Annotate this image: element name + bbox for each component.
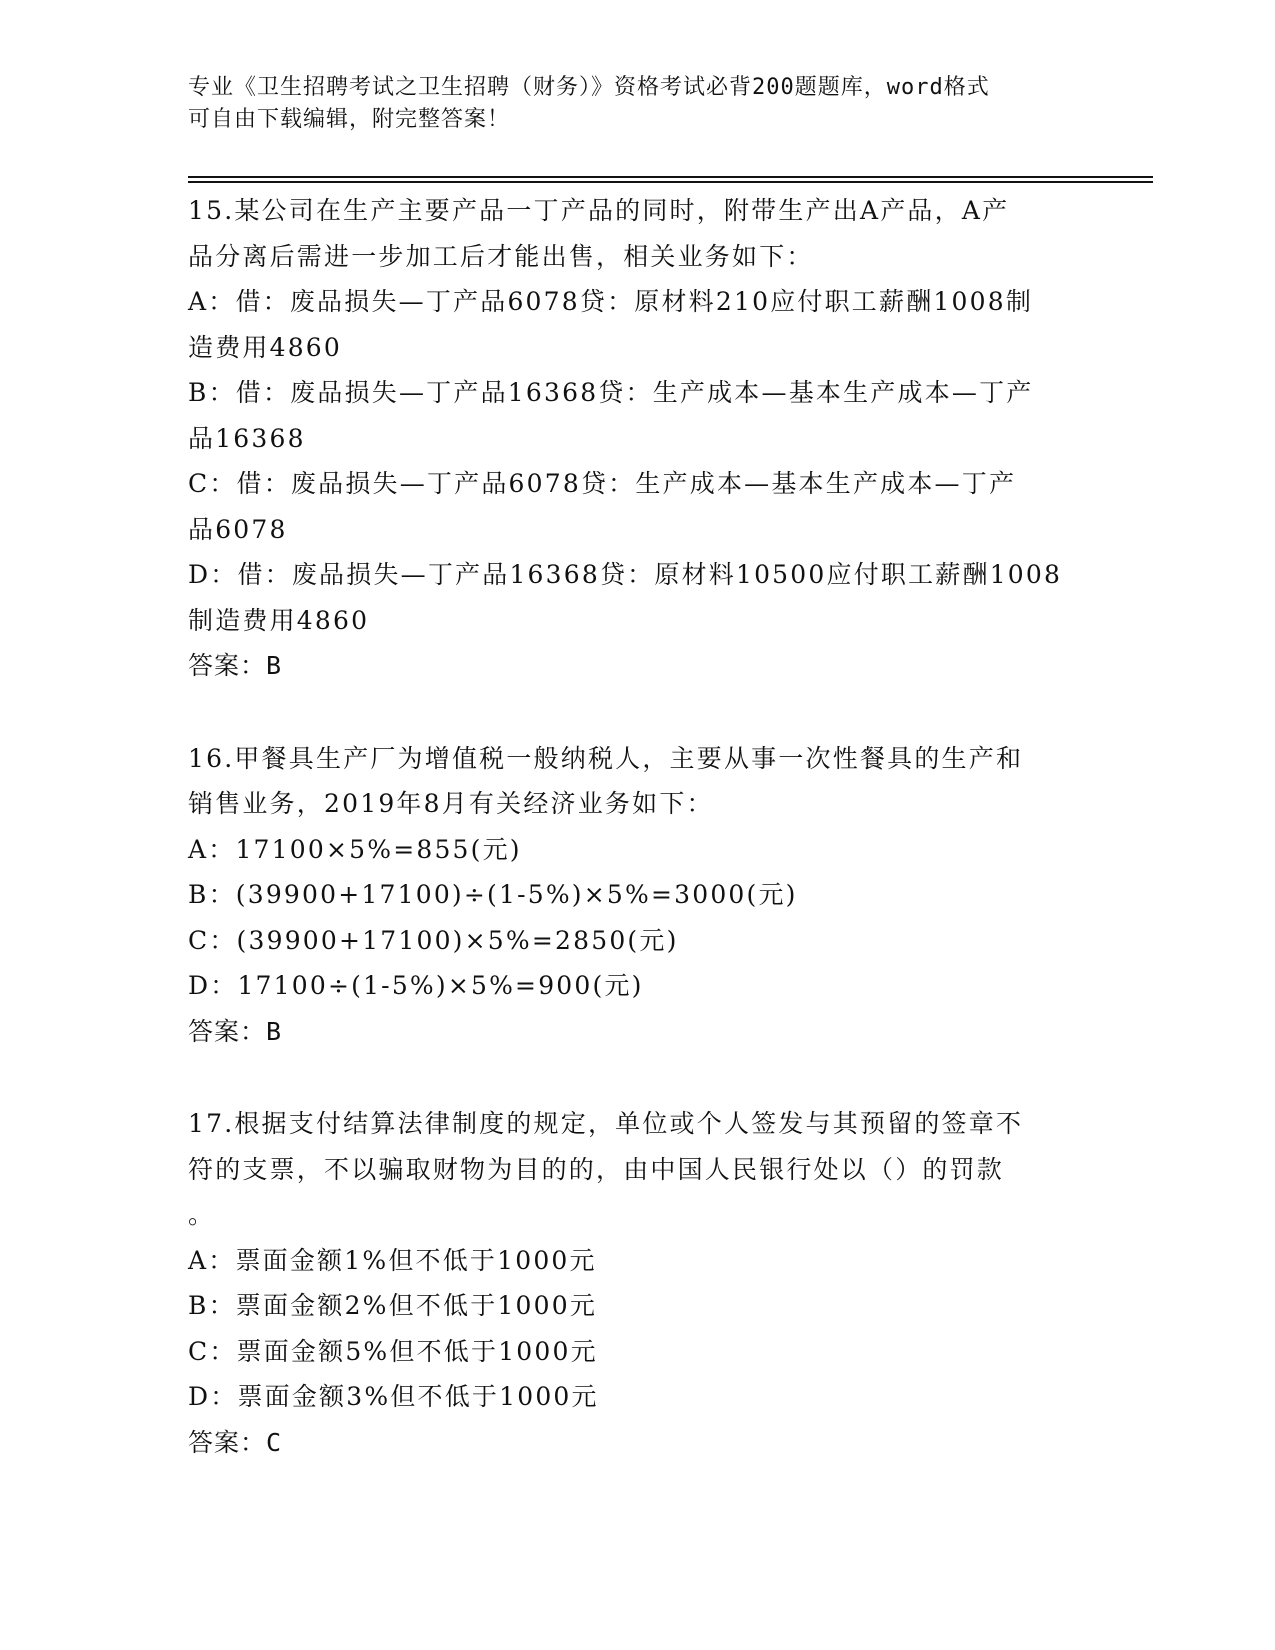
question-15 <box>188 188 1088 689</box>
option-d: D：票面金额3%但不低于1000元 <box>188 1382 599 1411</box>
option-c: C：票面金额5%但不低于1000元 <box>188 1336 598 1366</box>
option-c: C：借：废品损失—丁产品6078贷：生产成本—基本生产成本—丁产 <box>188 469 1017 498</box>
option-d: D：借：废品损失—丁产品16368贷：原材料10500应付职工薪酬1008 <box>188 560 1063 589</box>
question-list <box>188 188 1088 1465</box>
option-c: 品6078 <box>188 514 288 544</box>
header-divider <box>188 181 1153 183</box>
header-divider <box>188 176 1153 178</box>
option-d: 制造费用4860 <box>188 605 370 635</box>
question-text: 15.某公司在生产主要产品一丁产品的同时，附带生产出A产品，A产 <box>188 196 1010 225</box>
spacer <box>188 1054 1088 1101</box>
answer-line: 答案：C <box>188 1427 283 1457</box>
question-17 <box>188 1101 1088 1465</box>
question-text: 符的支票，不以骗取财物为目的的，由中国人民银行处以（）的罚款 <box>188 1154 1005 1184</box>
option-a: 造费用4860 <box>188 332 343 362</box>
header-line: 可自由下载编辑，附完整答案！ <box>188 107 511 132</box>
option-c: C：(39900+17100)×5%=2850(元) <box>188 925 679 955</box>
question-text: 16.甲餐具生产厂为增值税一般纳税人，主要从事一次性餐具的生产和 <box>188 743 1024 773</box>
header-line: 专业《卫生招聘考试之卫生招聘（财务）》资格考试必背200题题库，word格式 <box>188 75 990 100</box>
question-text: 销售业务，2019年8月有关经济业务如下： <box>188 789 714 818</box>
question-text: 17.根据支付结算法律制度的规定，单位或个人签发与其预留的签章不 <box>188 1109 1024 1138</box>
option-a: A：票面金额1%但不低于1000元 <box>188 1245 597 1275</box>
question-16 <box>188 736 1088 1055</box>
spacer <box>188 689 1088 736</box>
option-a: A：借：废品损失—丁产品6078贷：原材料210应付职工薪酬1008制 <box>188 287 1034 316</box>
option-d: D：17100÷(1-5%)×5%=900(元) <box>188 971 644 1000</box>
question-text: 。 <box>188 1200 216 1229</box>
question-text: 品分离后需进一步加工后才能出售，相关业务如下： <box>188 241 814 271</box>
answer-line: 答案：B <box>188 1016 283 1046</box>
option-b: B：借：废品损失—丁产品16368贷：生产成本—基本生产成本—丁产 <box>188 378 1034 407</box>
option-b: B：票面金额2%但不低于1000元 <box>188 1291 598 1320</box>
document-header <box>188 72 1088 136</box>
option-a: A：17100×5%=855(元) <box>188 834 522 864</box>
answer-line: 答案：B <box>188 651 283 680</box>
option-b: B：(39900+17100)÷(1-5%)×5%=3000(元) <box>188 880 798 909</box>
option-b: 品16368 <box>188 423 306 453</box>
